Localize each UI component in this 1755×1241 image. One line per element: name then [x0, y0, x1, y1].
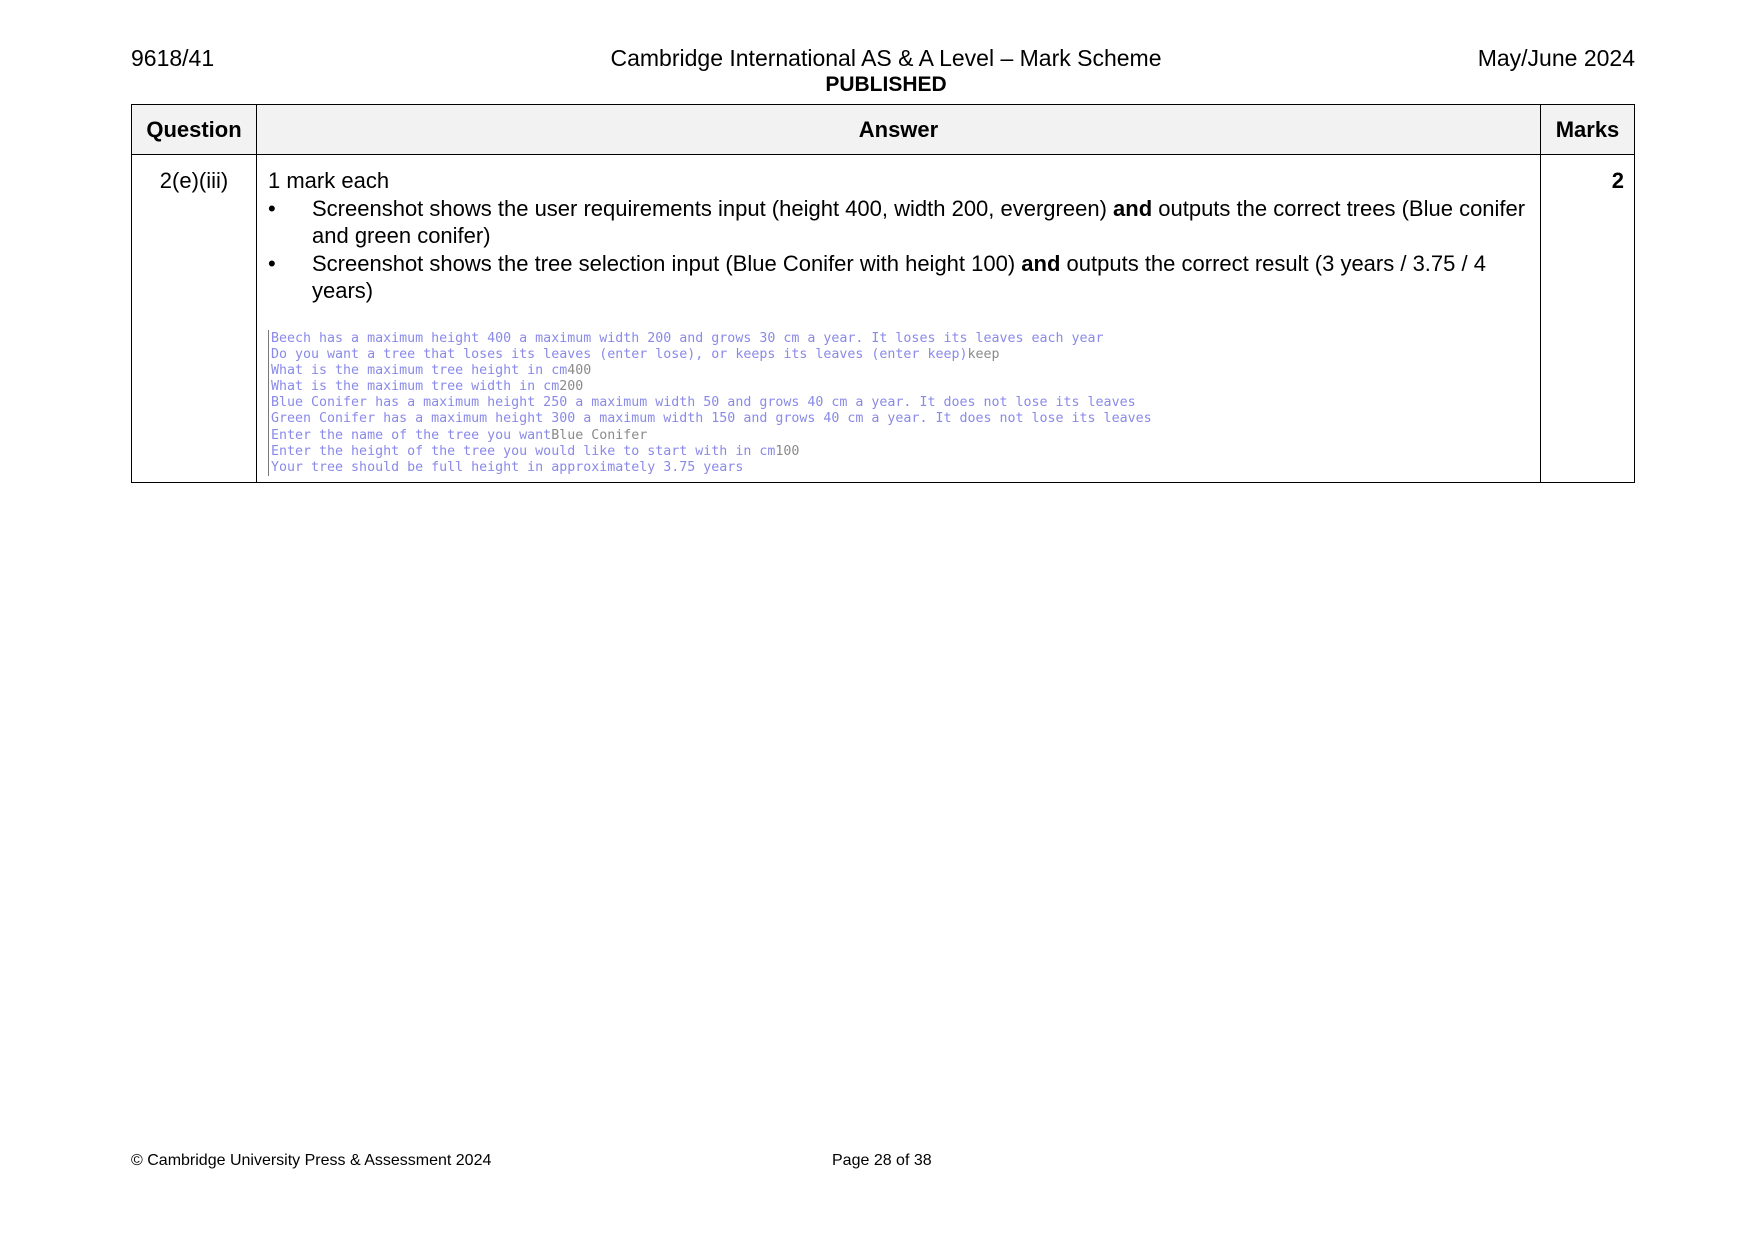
paper-code: 9618/41 [131, 45, 215, 71]
console-input: 100 [775, 443, 800, 459]
bullet-text: Screenshot shows the tree selection input (Blue Conifer with height 100) [312, 251, 1022, 276]
console-prompt: Green Conifer has a maximum height 300 a maximum width 150 and grows 40 cm a year. It does not lose its leaves [271, 411, 1152, 427]
answer-bullet [268, 195, 1528, 249]
answer-column-header: Answer [257, 105, 1541, 155]
console-line [271, 363, 1528, 379]
answer-intro: 1 mark each [268, 168, 390, 193]
question-column-header: Question [132, 105, 257, 155]
table-row [132, 155, 1635, 483]
console-prompt: What is the maximum tree width in cm [271, 379, 560, 395]
published-label: PUBLISHED [825, 73, 947, 96]
bullet-text: outputs the correct trees (Blue conifer and green conifer) [312, 196, 1526, 248]
console-input: 400 [567, 363, 592, 379]
page-number: Page 28 of 38 [832, 1152, 932, 1169]
console-line [271, 428, 1528, 444]
console-line [271, 395, 1528, 411]
answer-bullets [268, 195, 1528, 304]
document-title: Cambridge International AS & A Level – Mark Scheme [610, 45, 1162, 71]
question-number: 2(e)(iii) [132, 155, 257, 483]
console-screenshot [268, 330, 1528, 476]
console-input: Blue Conifer [551, 427, 648, 443]
bullet-icon: • [268, 251, 276, 276]
bullet-icon: • [268, 196, 276, 221]
console-prompt: Your tree should be full height in approximately 3.75 years [271, 459, 744, 475]
console-prompt: What is the maximum tree height in cm [271, 363, 568, 379]
copyright-notice: © Cambridge University Press & Assessment 2024 [131, 1152, 492, 1169]
console-line [271, 331, 1528, 347]
console-prompt: Enter the name of the tree you want [271, 427, 552, 443]
bullet-bold-text: and [1113, 196, 1153, 221]
marks-value: 2 [1541, 155, 1635, 483]
bullet-text: outputs the correct result (3 years / 3.75 / 4 years) [312, 251, 1486, 303]
marks-column-header: Marks [1541, 105, 1635, 155]
console-line [271, 347, 1528, 363]
console-input: keep [967, 347, 1000, 363]
exam-session: May/June 2024 [1477, 45, 1635, 71]
console-prompt: Do you want a tree that loses its leaves (enter lose), or keeps its leaves (enter keep) [271, 347, 968, 363]
answer-cell [257, 155, 1541, 483]
console-line [271, 444, 1528, 460]
console-prompt: Enter the height of the tree you would like to start with in cm [271, 443, 776, 459]
console-line [271, 411, 1528, 427]
mark-scheme-table [131, 104, 1635, 483]
answer-bullet [268, 250, 1528, 304]
console-line [271, 379, 1528, 395]
bullet-bold-text: and [1021, 251, 1061, 276]
console-prompt: Beech has a maximum height 400 a maximum width 200 and grows 30 cm a year. It loses its leaves each year [271, 331, 1104, 346]
table-header-row [132, 105, 1635, 155]
console-prompt: Blue Conifer has a maximum height 250 a maximum width 50 and grows 40 cm a year. It does not lose its leaves [271, 395, 1136, 411]
console-input: 200 [559, 379, 584, 395]
console-line [271, 460, 1528, 476]
bullet-text: Screenshot shows the user requirements input (height 400, width 200, evergreen) [312, 196, 1114, 221]
